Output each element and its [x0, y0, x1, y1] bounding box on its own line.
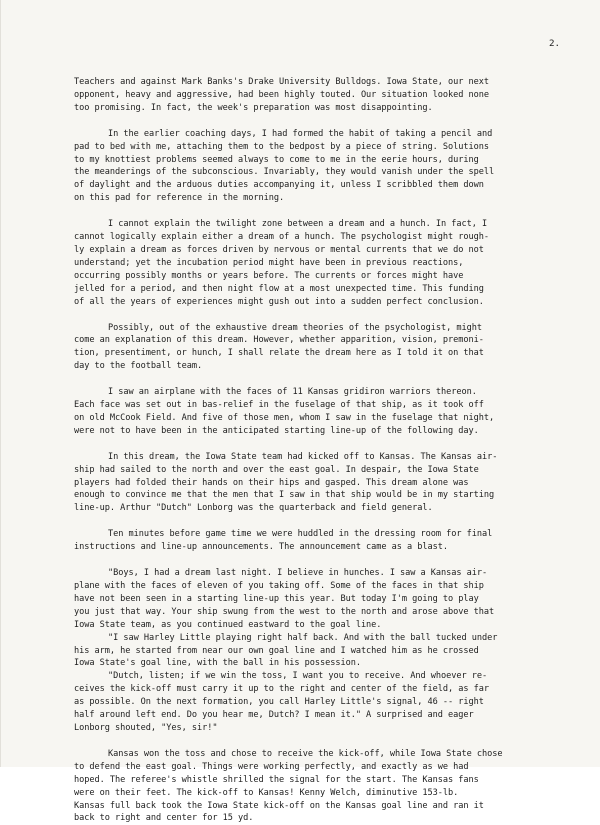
text-line: come an explanation of this dream. However, whether apparition, vision, premoni-: [74, 335, 484, 346]
text-line: on this pad for reference in the morning.: [74, 193, 285, 204]
paragraph-kickoff-dream: [74, 451, 574, 516]
page-number: 2.: [549, 38, 561, 49]
text-line: were on their feet. The kick-off to Kansas! Kenny Welch, diminutive 153-lb.: [74, 787, 459, 798]
text-line: Teachers and against Mark Banks's Drake University Bulldogs. Iowa State, our next: [74, 77, 490, 87]
text-line: I saw an airplane with the faces of 11 Kansas gridiron warriors thereon.: [108, 387, 477, 398]
text-line: Each face was set out in bas-relief in the fuselage of that ship, as it took off: [74, 400, 484, 411]
paragraph-dressing-room: [74, 528, 574, 554]
paragraph-coach-speech: [74, 567, 574, 735]
text-line: plane with the faces of eleven of you taking off. Some of the faces in that ship: [74, 581, 484, 591]
text-line: to defend the east goal. Things were working perfectly, and exactly as we had: [74, 761, 469, 772]
text-line: Possibly, out of the exhaustive dream theories of the psychologist, might: [108, 322, 483, 333]
text-line: "I saw Harley Little playing right half back. And with the ball tucked under: [108, 632, 498, 643]
text-line: pad to bed with me, attaching them to the bedpost by a piece of string. Solutions: [74, 141, 490, 152]
text-line: In this dream, the Iowa State team had kicked off to Kansas. The Kansas air-: [108, 451, 498, 462]
text-line: of daylight and the arduous duties accompanying it, unless I scribbled them down: [74, 180, 484, 191]
text-line: instructions and line-up announcements. The announcement came as a blast.: [74, 542, 449, 553]
text-line: tion, presentiment, or hunch, I shall relate the dream here as I told it on that: [74, 348, 484, 359]
paragraph-pencil-and-pad: [74, 128, 574, 205]
text-line: Ten minutes before game time we were huddled in the dressing room for final: [108, 529, 493, 540]
body-text: [74, 76, 574, 825]
text-line: to my knottiest problems seemed always to come to me in the eerie hours, during: [74, 154, 479, 165]
text-line: Kansas full back took the Iowa State kick-off on the Kansas goal line and ran it: [74, 800, 484, 811]
paragraph-dream-and-hunch: [74, 218, 574, 308]
text-line: occurring possibly months or years before. The currents or forces might have: [74, 270, 464, 281]
text-line: Iowa State's goal line, with the ball in his possession.: [74, 658, 361, 669]
text-line: "Boys, I had a dream last night. I believe in hunches. I saw a Kansas air-: [108, 568, 488, 579]
text-line: opponent, heavy and aggressive, had been highly touted. Our situation looked none: [74, 89, 490, 100]
paragraph-opening: [74, 76, 574, 115]
paragraph-game-start: [74, 748, 574, 825]
paragraph-explanation: [74, 322, 574, 374]
text-line: were not to have been in the anticipated starting line-up of the following day.: [74, 425, 479, 436]
text-line: cannot logically explain either a dream of a hunch. The psychologist might rough-: [74, 232, 490, 243]
text-line: his arm, he started from near our own goal line and I watched him as he crossed: [74, 645, 479, 656]
text-line: Iowa State team, as you continued eastward to the goal line.: [74, 619, 382, 630]
text-line: Lonborg shouted, "Yes, sir!": [74, 722, 218, 733]
text-line: of all the years of experiences might gush out into a sudden perfect conclusion.: [74, 296, 484, 307]
text-line: have not been seen in a starting line-up this year. But today I'm going to play: [74, 593, 479, 604]
text-line: back to right and center for 15 yd.: [74, 813, 254, 824]
text-line: "Dutch, listen; if we win the toss, I want you to receive. And whoever re-: [108, 671, 488, 682]
text-line: too promising. In fact, the week's preparation was most disappointing.: [74, 102, 433, 113]
text-line: day to the football team.: [74, 361, 203, 372]
text-line: you just that way. Your ship swung from the west to the north and arose above that: [74, 606, 495, 617]
text-line: ceives the kick-off must carry it up to the right and center of the field, as far: [74, 684, 490, 695]
text-line: I cannot explain the twilight zone between a dream and a hunch. In fact, I: [108, 219, 488, 230]
text-line: ly explain a dream as forces driven by nervous or mental currents that we do not: [74, 244, 484, 255]
text-line: half around left end. Do you hear me, Dutch? I mean it." A surprised and eager: [74, 710, 474, 721]
text-line: jelled for a period, and then night flow at a most unexpected time. This funding: [74, 283, 484, 294]
text-line: In the earlier coaching days, I had formed the habit of taking a pencil and: [108, 128, 493, 139]
text-line: enough to convince me that the men that I saw in that ship would be in my starting: [74, 490, 495, 501]
text-line: line-up. Arthur "Dutch" Lonborg was the quarterback and field general.: [74, 503, 433, 514]
text-line: hoped. The referee's whistle shrilled the signal for the start. The Kansas fans: [74, 774, 479, 785]
text-line: understand; yet the incubation period might have been in previous reactions,: [74, 257, 464, 268]
text-line: as possible. On the next formation, you call Harley Little's signal, 46 -- right: [74, 697, 484, 708]
text-line: on old McCook Field. And five of those men, whom I saw in the fuselage that night,: [74, 412, 495, 423]
text-line: the meanderings of the subconscious. Invariably, they would vanish under the spell: [74, 167, 495, 178]
text-line: players had folded their hands on their hips and gasped. This dream alone was: [74, 477, 469, 488]
paragraph-airplane: [74, 386, 574, 438]
text-line: Kansas won the toss and chose to receive the kick-off, while Iowa State chose: [108, 748, 503, 759]
text-line: ship had sailed to the north and over the east goal. In despair, the Iowa State: [74, 464, 479, 475]
